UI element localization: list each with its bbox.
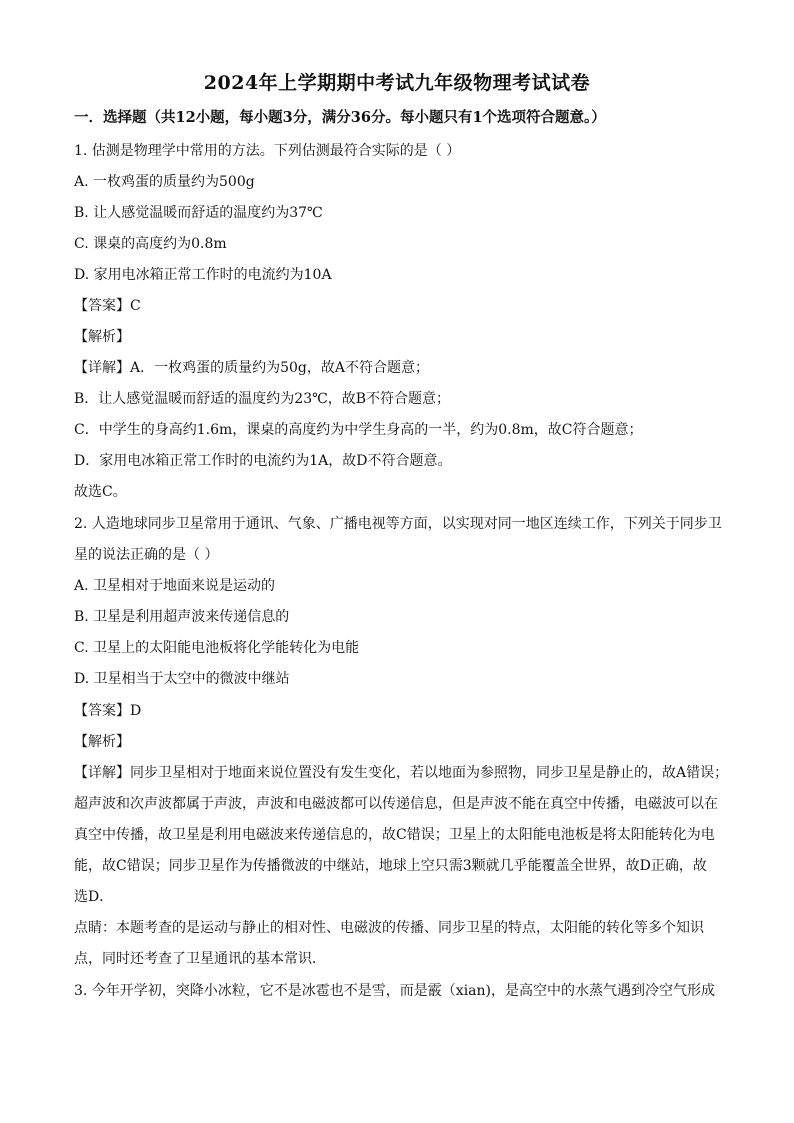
q1-answer: 【答案】C [74, 298, 141, 314]
q2-stem-line: 2. 人造地球同步卫星常用于通讯、气象、广播电视等方面，以实现对同一地区连续工作，下列关于同步卫 [74, 516, 722, 532]
q2-stem-line: 星的说法正确的是（ ） [74, 547, 219, 563]
q2-answer: 【答案】D [74, 703, 142, 719]
q1-detail-line: D．家用电冰箱正常工作时的电流约为1A，故D不符合题意。 [74, 453, 452, 469]
q1-conclusion: 故选C。 [74, 484, 127, 500]
page-title: 2024年上学期期中考试九年级物理考试试卷 [203, 72, 591, 94]
q2-detail-line: 超声波和次声波都属于声波，声波和电磁波都可以传递信息，但是声波不能在真空中传播，电磁波可以在 [74, 796, 718, 812]
q1-option-b: B. 让人感觉温暖而舒适的温度约为37℃ [74, 205, 323, 221]
q2-detail-line: 能，故C错误；同步卫星作为传播微波的中继站，地球上空只需3颗就几乎能覆盖全世界，故D正确，故 [74, 858, 707, 874]
q2-option-a: A. 卫星相对于地面来说是运动的 [74, 578, 276, 594]
q2-option-d: D. 卫星相当于太空中的微波中继站 [74, 671, 290, 687]
section-heading: 一．选择题（共12小题，每小题3分，满分36分。每小题只有1个选项符合题意。） [74, 109, 606, 126]
q1-analysis-label: 【解析】 [74, 329, 130, 345]
q1-detail-line: B．让人感觉温暖而舒适的温度约为23℃，故B不符合题意； [74, 391, 451, 407]
q1-detail-line: C．中学生的身高约1.6m，课桌的高度约为中学生身高的一半，约为0.8m，故C符合题意； [74, 422, 643, 438]
q3-stem: 3. 今年开学初，突降小冰粒，它不是冰雹也不是雪，而是霰（xian)，是高空中的水蒸气遇到冷空气形成 [74, 983, 716, 999]
q1-detail-line: 【详解】A．一枚鸡蛋的质量约为50g，故A不符合题意； [74, 360, 429, 376]
q2-analysis-label: 【解析】 [74, 734, 130, 750]
q2-detail-line: 【详解】同步卫星相对于地面来说位置没有发生变化，若以地面为参照物，同步卫星是静止的，故A错误； [74, 765, 729, 781]
q2-comment-line: 点，同时还考查了卫星通讯的基本常识． [74, 951, 326, 967]
q1-option-d: D. 家用电冰箱正常工作时的电流约为10A [74, 267, 332, 283]
q2-option-c: C. 卫星上的太阳能电池板将化学能转化为电能 [74, 640, 360, 656]
q1-stem: 1. 估测是物理学中常用的方法。下列估测最符合实际的是（ ） [74, 143, 461, 159]
q2-detail-line: 选D． [74, 889, 114, 905]
q2-comment-line: 点睛：本题考查的是运动与静止的相对性、电磁波的传播、同步卫星的特点，太阳能的转化等多个知识 [74, 920, 704, 936]
q2-detail-line: 真空中传播，故卫星是利用电磁波来传递信息的，故C错误；卫星上的太阳能电池板是将太阳能转化为电 [74, 827, 715, 843]
q1-option-a: A. 一枚鸡蛋的质量约为500g [74, 174, 255, 190]
q2-option-b: B. 卫星是利用超声波来传递信息的 [74, 609, 290, 625]
q1-option-c: C. 课桌的高度约为0.8m [74, 236, 227, 252]
